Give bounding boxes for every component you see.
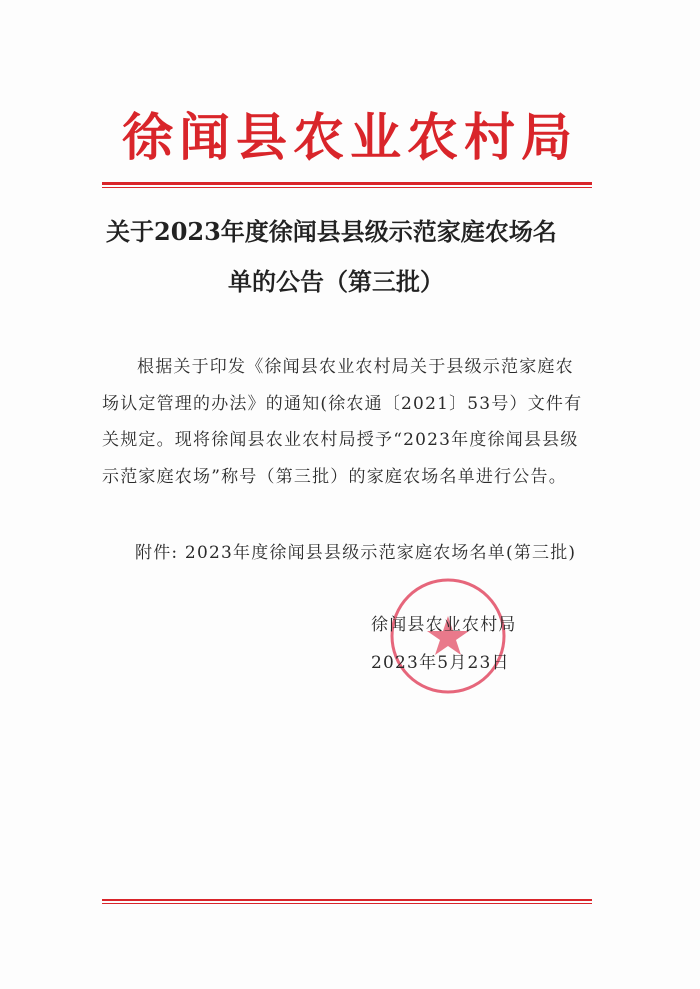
attachment-note: 附件: 2023年度徐闻县县级示范家庭农场名单(第三批)	[135, 543, 577, 563]
issue-date: 2023年5月23日	[371, 653, 510, 673]
body-line: 根据关于印发《徐闻县农业农村局关于县级示范家庭农	[137, 357, 574, 377]
document-title-line-1: 关于2023年度徐闻县县级示范家庭农场名	[106, 217, 557, 246]
document-title-line-2: 单的公告（第三批）	[228, 267, 444, 296]
body-line: 关规定。现将徐闻县农业农村局授予“2023年度徐闻县县级	[102, 430, 579, 450]
body-line: 场认定管理的办法》的通知(徐农通〔2021〕53号）文件有	[102, 394, 583, 414]
issuer-signature: 徐闻县农业农村局	[371, 615, 517, 635]
body-line: 示范家庭农场”称号（第三批）的家庭农场名单进行公告。	[102, 467, 567, 487]
issuer-letterhead: 徐闻县农业农村局	[121, 108, 578, 168]
footer-divider	[102, 899, 592, 904]
official-seal-stamp	[388, 576, 508, 696]
letterhead-divider	[102, 182, 592, 188]
